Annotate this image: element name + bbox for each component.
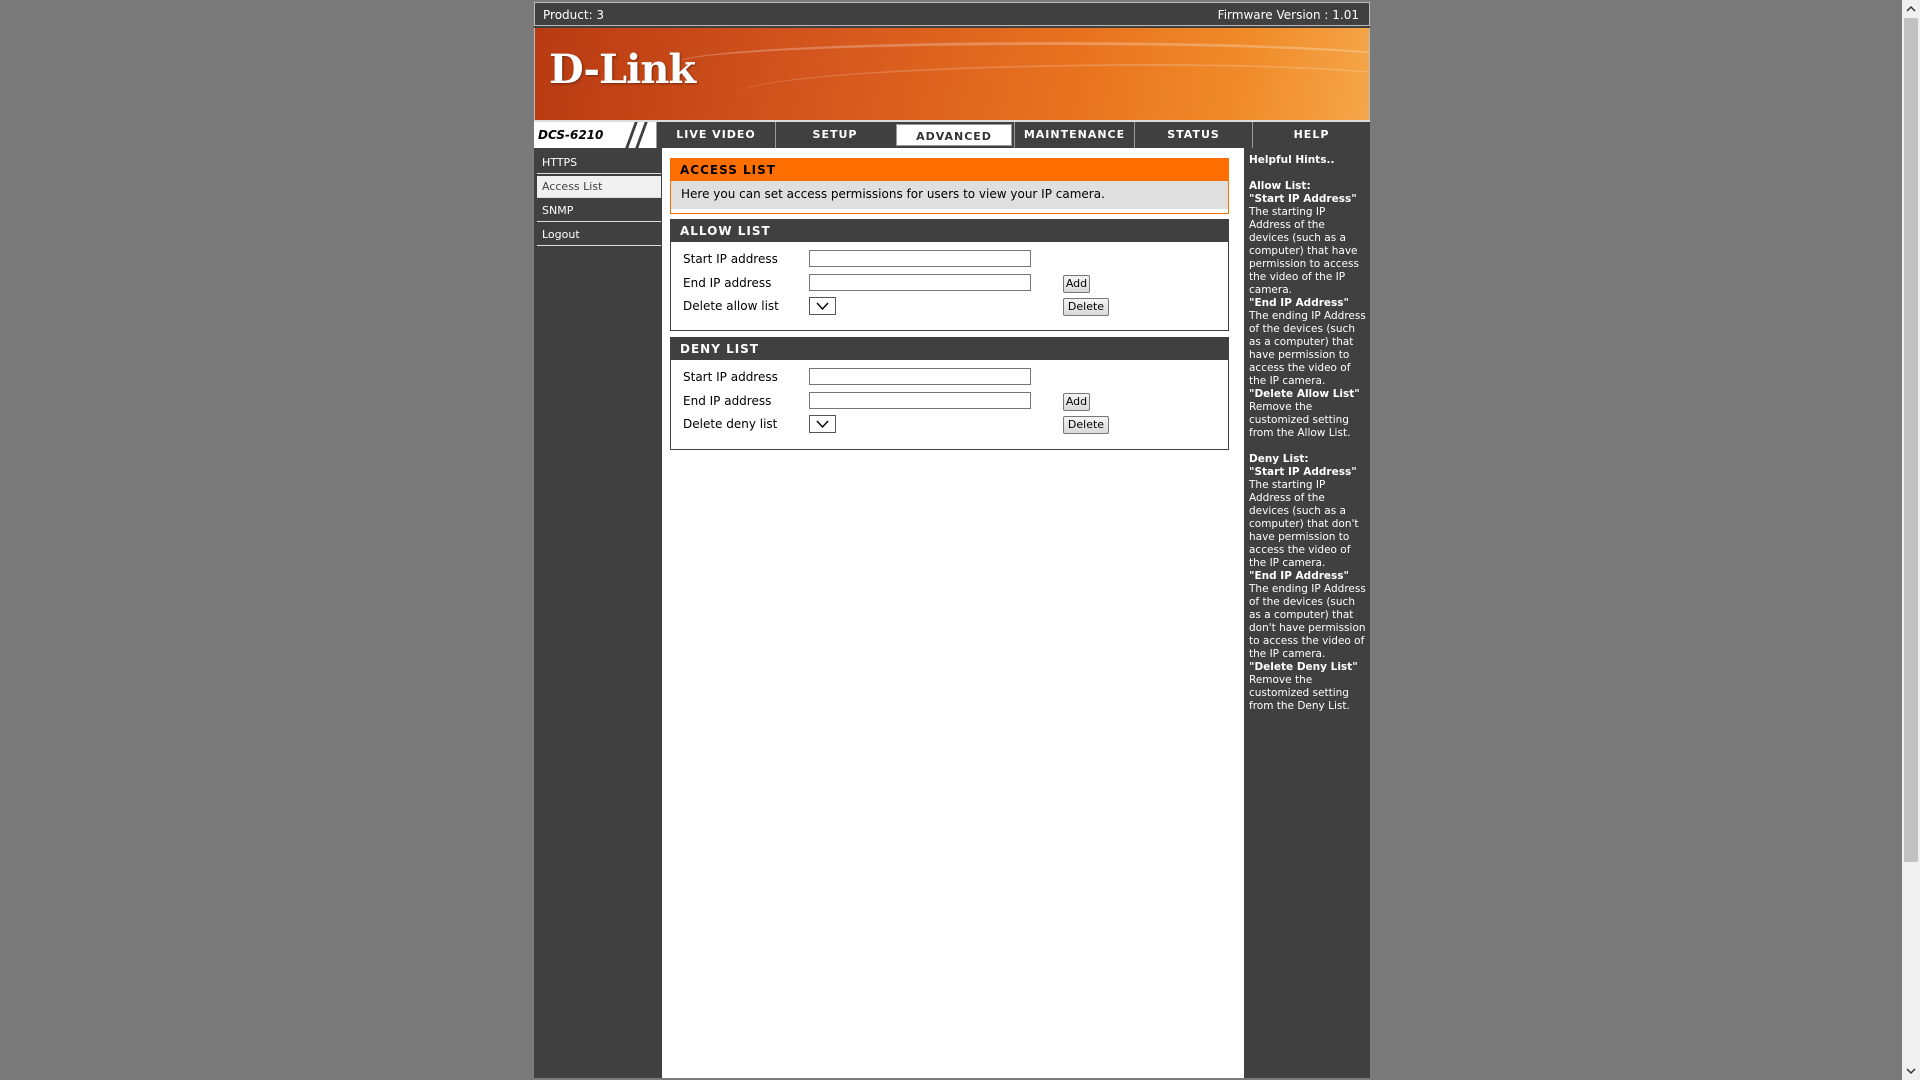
hints-deny-heading: Deny List:	[1249, 453, 1309, 465]
deny-list-panel	[670, 337, 1229, 450]
hints-allow-start-term: "Start IP Address"	[1249, 193, 1357, 205]
helpful-hints-panel	[1244, 148, 1370, 1078]
product-label: Product: 3	[543, 8, 605, 22]
vertical-scrollbar[interactable]	[1902, 0, 1920, 1080]
access-list-panel	[670, 158, 1229, 214]
hints-allow-delete-term: "Delete Allow List"	[1249, 388, 1360, 400]
access-list-title: ACCESS LIST	[671, 159, 1228, 181]
deny-end-ip-input[interactable]	[809, 392, 1031, 409]
sidebar	[534, 148, 662, 1078]
hints-deny-start-term: "Start IP Address"	[1249, 466, 1357, 478]
deny-delete-button[interactable]: Delete	[1063, 416, 1109, 434]
deny-start-ip-input[interactable]	[809, 368, 1031, 385]
allow-start-ip-label: Start IP address	[683, 252, 778, 266]
tab-help[interactable]: HELP	[1252, 122, 1370, 148]
hints-allow-end-desc: The ending IP Address of the devices (such as a computer) that have permission to access the video of the IP camera.	[1249, 310, 1366, 387]
access-list-description: Here you can set access permissions for users to view your IP camera.	[671, 181, 1228, 209]
model-badge	[534, 122, 656, 148]
chevron-down-icon	[816, 420, 829, 428]
hints-allow-end-term: "End IP Address"	[1249, 297, 1349, 309]
allow-end-ip-label: End IP address	[683, 276, 772, 290]
deny-end-ip-label: End IP address	[683, 394, 772, 408]
top-navigation	[534, 120, 1370, 148]
hints-allow-start-desc: The starting IP Address of the devices (such as a computer) that have permission to access the video of the IP camera.	[1249, 206, 1359, 296]
tab-setup[interactable]: SETUP	[775, 122, 894, 148]
allow-end-ip-input[interactable]	[809, 274, 1031, 291]
deny-list-title: DENY LIST	[671, 338, 1228, 360]
allow-add-button[interactable]: Add	[1063, 275, 1090, 293]
chevron-down-icon	[816, 302, 829, 310]
allow-list-title: ALLOW LIST	[671, 220, 1228, 242]
allow-list-panel	[670, 219, 1229, 331]
sidebar-item-snmp[interactable]: SNMP	[537, 200, 661, 222]
hints-allow-heading: Allow List:	[1249, 180, 1311, 192]
top-info-bar	[534, 2, 1370, 26]
hints-deny-delete-term: "Delete Deny List"	[1249, 661, 1358, 673]
sidebar-item-access-list[interactable]: Access List	[537, 176, 661, 198]
tab-maintenance[interactable]: MAINTENANCE	[1014, 122, 1134, 148]
tab-status[interactable]: STATUS	[1134, 122, 1252, 148]
hints-deny-end-desc: The ending IP Address of the devices (such as a computer) that don't have permission to access the video of the IP camera.	[1249, 583, 1366, 660]
deny-add-button[interactable]: Add	[1063, 393, 1090, 411]
camera-admin-page	[534, 2, 1370, 1078]
hints-deny-end-term: "End IP Address"	[1249, 570, 1349, 582]
arrow-down-icon[interactable]	[1906, 1066, 1916, 1076]
scrollbar-thumb[interactable]	[1904, 18, 1918, 862]
header-banner	[534, 28, 1370, 120]
dlink-logo: D-Link	[549, 46, 696, 93]
sidebar-item-https[interactable]: HTTPS	[537, 152, 661, 174]
tab-live-video[interactable]: LIVE VIDEO	[656, 122, 775, 148]
slash-decoration	[635, 122, 647, 148]
deny-start-ip-label: Start IP address	[683, 370, 778, 384]
allow-delete-button[interactable]: Delete	[1063, 298, 1109, 316]
deny-delete-label: Delete deny list	[683, 417, 778, 431]
hints-title: Helpful Hints..	[1249, 154, 1335, 166]
arrow-up-icon[interactable]	[1906, 4, 1916, 14]
hints-allow-delete-desc: Remove the customized setting from the Allow List.	[1249, 401, 1351, 439]
hints-deny-delete-desc: Remove the customized setting from the Deny List.	[1249, 674, 1350, 712]
hints-deny-start-desc: The starting IP Address of the devices (such as a computer) that don't have permission to access the video of the IP camera.	[1249, 479, 1359, 569]
main-content	[662, 148, 1244, 1078]
firmware-version: Firmware Version : 1.01	[1217, 8, 1359, 22]
tab-advanced[interactable]: ADVANCED	[894, 122, 1014, 148]
sidebar-item-logout[interactable]: Logout	[537, 224, 661, 246]
allow-delete-select[interactable]	[809, 297, 836, 315]
allow-delete-label: Delete allow list	[683, 299, 779, 313]
allow-start-ip-input[interactable]	[809, 250, 1031, 267]
model-name: DCS-6210	[538, 128, 604, 142]
deny-delete-select[interactable]	[809, 415, 836, 433]
